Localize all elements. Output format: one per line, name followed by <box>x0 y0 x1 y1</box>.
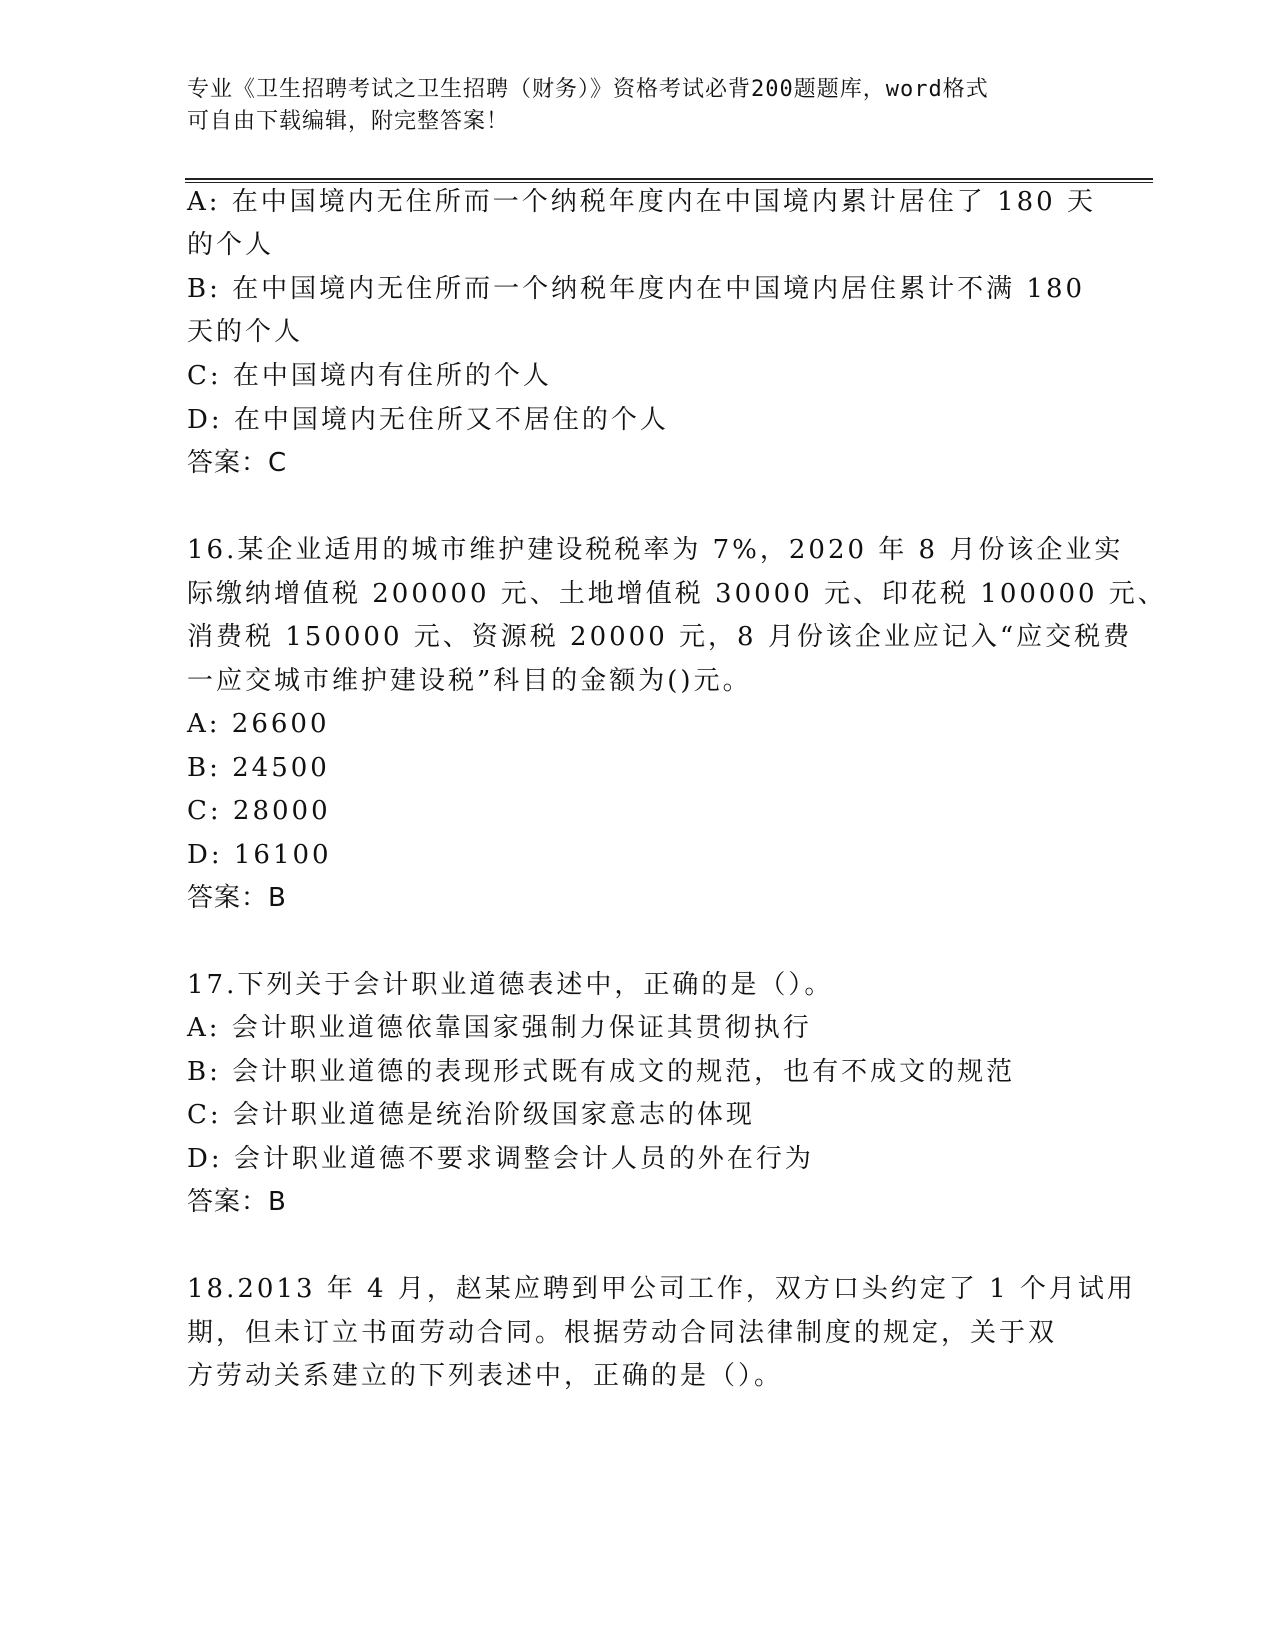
q15-option-d: D: 在中国境内无住所又不居住的个人 <box>187 405 669 435</box>
header-divider-thick <box>185 178 1153 180</box>
q16-answer: 答案：B <box>187 883 287 913</box>
q17-option-a: A: 会计职业道德依靠国家强制力保证其贯彻执行 <box>187 1013 812 1043</box>
q15-option-b-line-1: B: 在中国境内无住所而一个纳税年度内在中国境内居住累计不满 180 <box>187 274 1086 304</box>
q15-option-a-line-2: 的个人 <box>187 230 275 260</box>
q16-stem-line-1: 16.某企业适用的城市维护建设税税率为 7%，2020 年 8 月份该企业实 <box>187 535 1124 565</box>
q17-option-d: D: 会计职业道德不要求调整会计人员的外在行为 <box>187 1144 814 1174</box>
q17-option-b: B: 会计职业道德的表现形式既有成文的规范，也有不成文的规范 <box>187 1057 1016 1087</box>
q16-option-c: C: 28000 <box>187 796 331 826</box>
q16-stem-line-3: 消费税 150000 元、资源税 20000 元，8 月份该企业应记入“应交税费 <box>187 622 1133 652</box>
q16-option-a: A: 26600 <box>187 709 330 739</box>
q16-stem-line-4: 一应交城市维护建设税”科目的金额为()元。 <box>187 666 752 696</box>
header-title-line-1: 专业《卫生招聘考试之卫生招聘（财务）》资格考试必背200题题库，word格式 <box>187 77 989 102</box>
q16-option-b: B: 24500 <box>187 753 330 783</box>
q18-stem-line-1: 18.2013 年 4 月，赵某应聘到甲公司工作，双方口头约定了 1 个月试用 <box>187 1274 1136 1304</box>
q18-stem-line-3: 方劳动关系建立的下列表述中，正确的是（）。 <box>187 1361 784 1391</box>
q15-option-c: C: 在中国境内有住所的个人 <box>187 361 552 391</box>
header-divider-thin <box>185 182 1153 183</box>
q18-stem-line-2: 期，但未订立书面劳动合同。根据劳动合同法律制度的规定，关于双 <box>187 1318 1058 1348</box>
q16-option-d: D: 16100 <box>187 840 332 870</box>
q16-stem-line-2: 际缴纳增值税 200000 元、土地增值税 30000 元、印花税 100000 元、 <box>187 579 1167 609</box>
q15-option-a-line-1: A: 在中国境内无住所而一个纳税年度内在中国境内累计居住了 180 天 <box>187 187 1096 217</box>
document-header <box>187 74 1067 138</box>
q17-option-c: C: 会计职业道德是统治阶级国家意志的体现 <box>187 1100 755 1130</box>
header-title-line-2: 可自由下载编辑，附完整答案！ <box>187 109 510 134</box>
q15-answer: 答案：C <box>187 448 288 478</box>
q15-option-b-line-2: 天的个人 <box>187 317 304 347</box>
q17-answer: 答案：B <box>187 1187 287 1217</box>
q17-stem: 17.下列关于会计职业道德表述中，正确的是（）。 <box>187 970 834 1000</box>
